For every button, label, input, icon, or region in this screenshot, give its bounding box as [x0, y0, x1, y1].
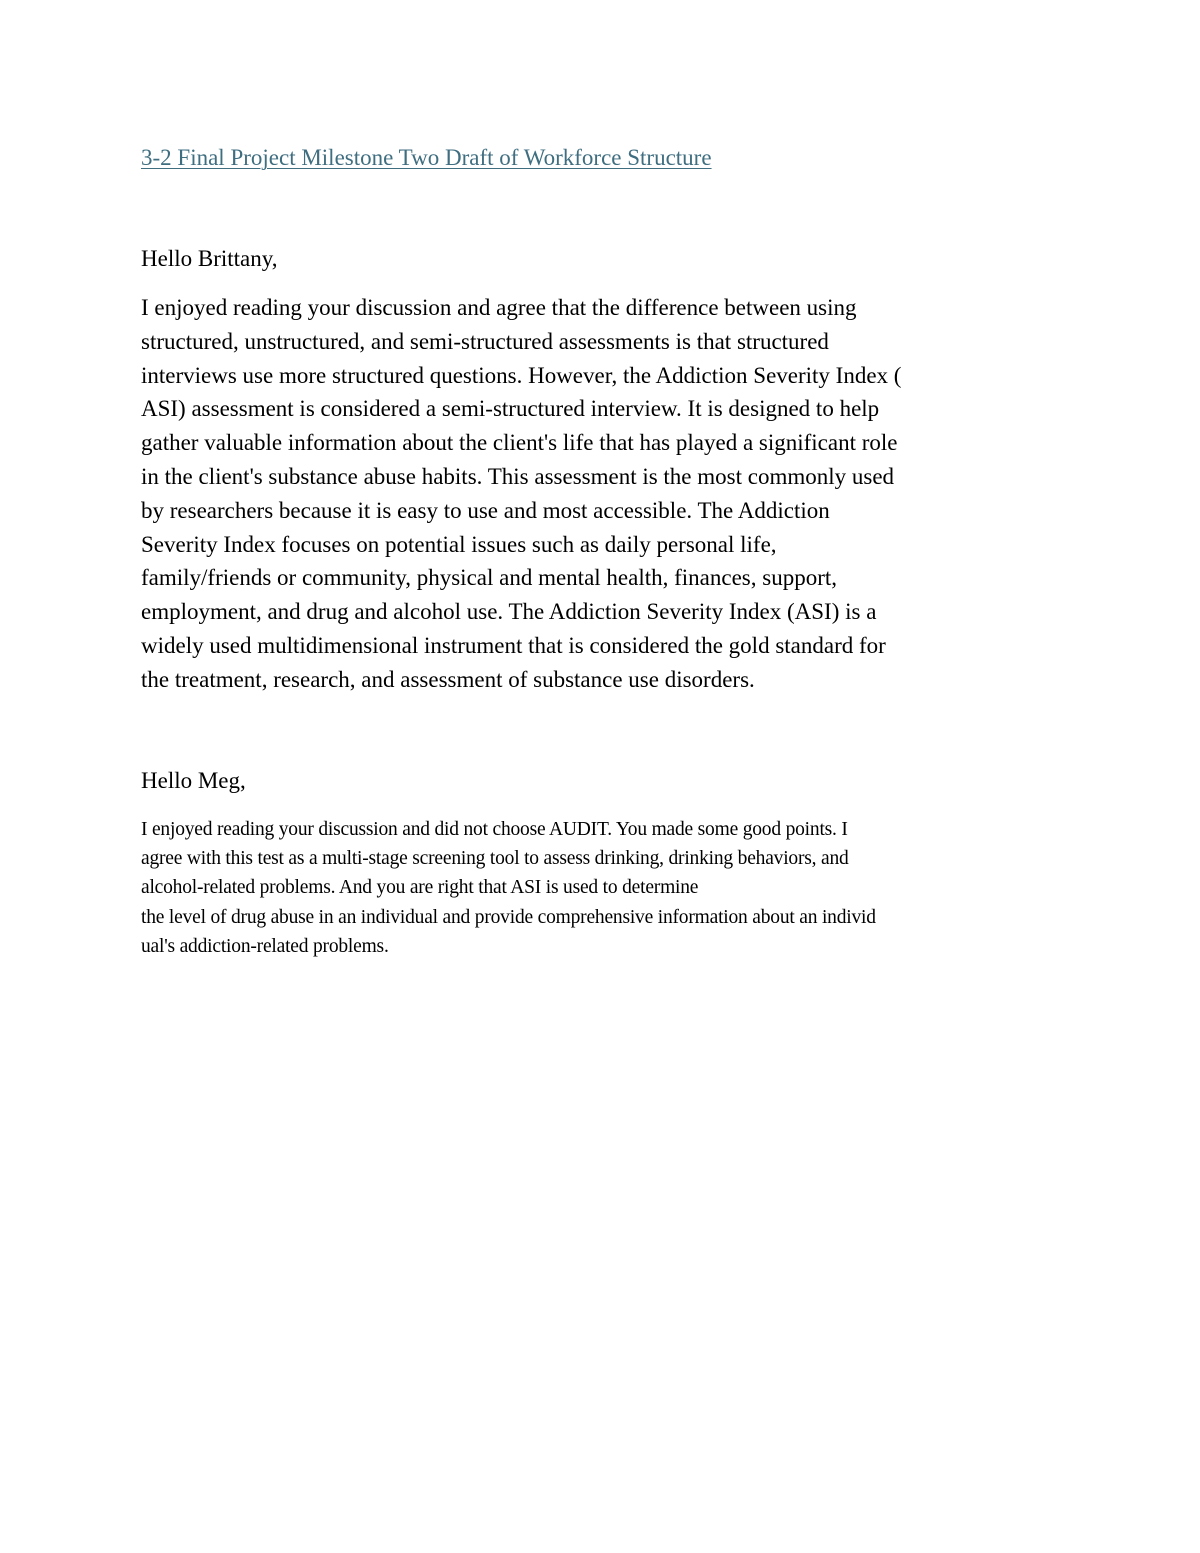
reply-brittany-paragraph — [141, 291, 1056, 697]
paragraph-line: Severity Index focuses on potential issues such as daily personal life, — [141, 531, 777, 557]
paragraph-line: agree with this test as a multi-stage screening tool to assess drinking, drinking behaviors, and — [141, 848, 849, 870]
paragraph-line: family/friends or community, physical and mental health, finances, support, — [141, 565, 837, 591]
document-title-link[interactable]: 3-2 Final Project Milestone Two Draft of Workforce Structure — [141, 145, 712, 170]
paragraph-line: gather valuable information about the client's life that has played a significant role — [141, 430, 898, 456]
paragraph-line: structured, unstructured, and semi-structured assessments is that structured — [141, 328, 829, 354]
paragraph-line: ual's addiction-related problems. — [141, 935, 389, 957]
paragraph-line: the treatment, research, and assessment of substance use disorders. — [141, 666, 755, 692]
paragraph-line: employment, and drug and alcohol use. The Addiction Severity Index (ASI) is a — [141, 599, 877, 625]
paragraph-line: I enjoyed reading your discussion and did not choose AUDIT. You made some good points. I — [141, 819, 848, 840]
greeting-meg: Hello Meg, — [141, 768, 246, 793]
paragraph-line: interviews use more structured questions. However, the Addiction Severity Index ( — [141, 362, 902, 388]
paragraph-line: ASI) assessment is considered a semi-structured interview. It is designed to help — [141, 396, 880, 422]
greeting-brittany: Hello Brittany, — [141, 246, 278, 271]
paragraph-line: alcohol-related problems. And you are right that ASI is used to determine — [141, 877, 699, 899]
reply-meg-paragraph — [141, 815, 1056, 961]
paragraph-line: widely used multidimensional instrument that is considered the gold standard for — [141, 632, 886, 658]
paragraph-line: in the client's substance abuse habits. This assessment is the most commonly used — [141, 463, 895, 489]
paragraph-line: I enjoyed reading your discussion and agree that the difference between using — [141, 295, 857, 320]
paragraph-line: by researchers because it is easy to use and most accessible. The Addiction — [141, 497, 830, 523]
paragraph-line: the level of drug abuse in an individual and provide comprehensive information about an individ — [141, 906, 876, 928]
